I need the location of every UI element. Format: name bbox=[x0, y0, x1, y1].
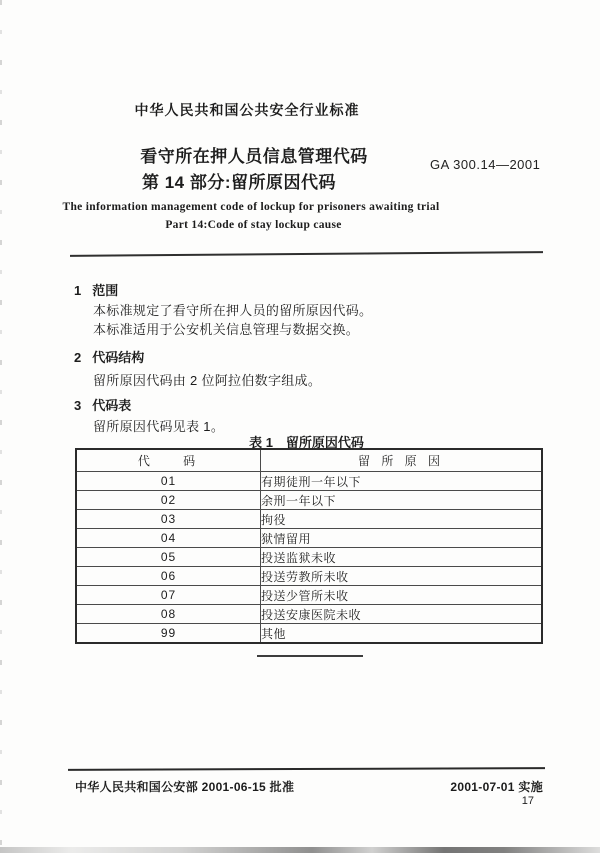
section-1-heading bbox=[74, 280, 118, 299]
code-table-body bbox=[76, 472, 542, 644]
cause-cell: 拘役 bbox=[261, 510, 543, 529]
section-1-title: 范围 bbox=[92, 283, 119, 298]
code-cell: 08 bbox=[76, 605, 261, 624]
table-row bbox=[76, 529, 542, 548]
table-row bbox=[76, 605, 542, 624]
page-number: 17 bbox=[521, 795, 534, 807]
code-column-header: 代 码 bbox=[76, 449, 261, 472]
header-divider-rule bbox=[70, 251, 543, 257]
code-cell: 05 bbox=[76, 548, 261, 567]
section-2-heading bbox=[74, 347, 144, 366]
paragraph: 留所原因代码由 2 位阿拉伯数字组成。 bbox=[93, 373, 322, 388]
code-cell: 99 bbox=[76, 624, 261, 644]
section-3-number: 3 bbox=[74, 398, 82, 413]
cause-cell: 其他 bbox=[261, 624, 543, 644]
section-3-heading bbox=[74, 395, 131, 414]
doc-title-en-line2: Part 14:Code of stay lockup cause bbox=[165, 219, 342, 231]
cause-cell: 投送安康医院未收 bbox=[261, 605, 543, 624]
cause-cell: 投送劳教所未收 bbox=[261, 567, 543, 586]
table-row bbox=[76, 624, 542, 644]
cause-cell: 有期徒刑一年以下 bbox=[261, 472, 543, 491]
doc-title-zh-line2: 第 14 部分:留所原因代码 bbox=[141, 173, 337, 192]
section-3-title: 代码表 bbox=[92, 398, 132, 413]
table-row bbox=[76, 586, 542, 605]
approval-note: 中华人民共和国公安部 2001-06-15 批准 bbox=[75, 780, 295, 794]
paragraph: 留所原因代码见表 1。 bbox=[93, 419, 225, 434]
scan-bottom-shadow bbox=[0, 847, 600, 853]
table-row bbox=[76, 548, 542, 567]
doc-title-zh-line1: 看守所在押人员信息管理代码 bbox=[140, 147, 368, 166]
header-row bbox=[76, 449, 542, 472]
doc-title-en-line1: The information management code of lockup for prisoners awaiting trial bbox=[62, 201, 440, 213]
section-1-body bbox=[93, 302, 372, 339]
code-cell: 01 bbox=[76, 472, 261, 491]
section-2-body bbox=[93, 372, 321, 391]
code-cell: 04 bbox=[76, 529, 261, 548]
cause-column-header: 留 所 原 因 bbox=[261, 449, 543, 472]
table-row bbox=[76, 472, 542, 491]
table-row bbox=[76, 567, 542, 586]
code-table-head bbox=[76, 449, 542, 472]
code-cell: 02 bbox=[76, 491, 261, 510]
implementation-note: 2001-07-01 实施 bbox=[450, 780, 543, 794]
code-cell: 03 bbox=[76, 510, 261, 529]
table-row bbox=[76, 491, 542, 510]
standard-number: GA 300.14—2001 bbox=[430, 157, 541, 172]
scan-left-edge-artifact bbox=[0, 0, 2, 853]
paragraph: 本标准适用于公安机关信息管理与数据交换。 bbox=[93, 321, 360, 337]
paragraph: 本标准规定了看守所在押人员的留所原因代码。 bbox=[93, 303, 373, 318]
cause-cell: 狱情留用 bbox=[261, 529, 543, 548]
table-caption: 表 1 留所原因代码 bbox=[249, 435, 364, 450]
section-2-title: 代码结构 bbox=[92, 350, 145, 365]
code-table bbox=[75, 448, 543, 644]
standard-type-label: 中华人民共和国公共安全行业标准 bbox=[134, 102, 360, 118]
cause-cell: 余刑一年以下 bbox=[261, 491, 543, 510]
code-cell: 07 bbox=[76, 586, 261, 605]
section-1-number: 1 bbox=[74, 283, 82, 298]
cause-cell: 投送少管所未收 bbox=[261, 586, 543, 605]
section-2-number: 2 bbox=[74, 350, 82, 365]
footer-divider-rule bbox=[68, 767, 545, 771]
cause-cell: 投送监狱未收 bbox=[261, 548, 543, 567]
code-cell: 06 bbox=[76, 567, 261, 586]
end-of-document-rule bbox=[257, 655, 363, 657]
table-row bbox=[76, 510, 542, 529]
